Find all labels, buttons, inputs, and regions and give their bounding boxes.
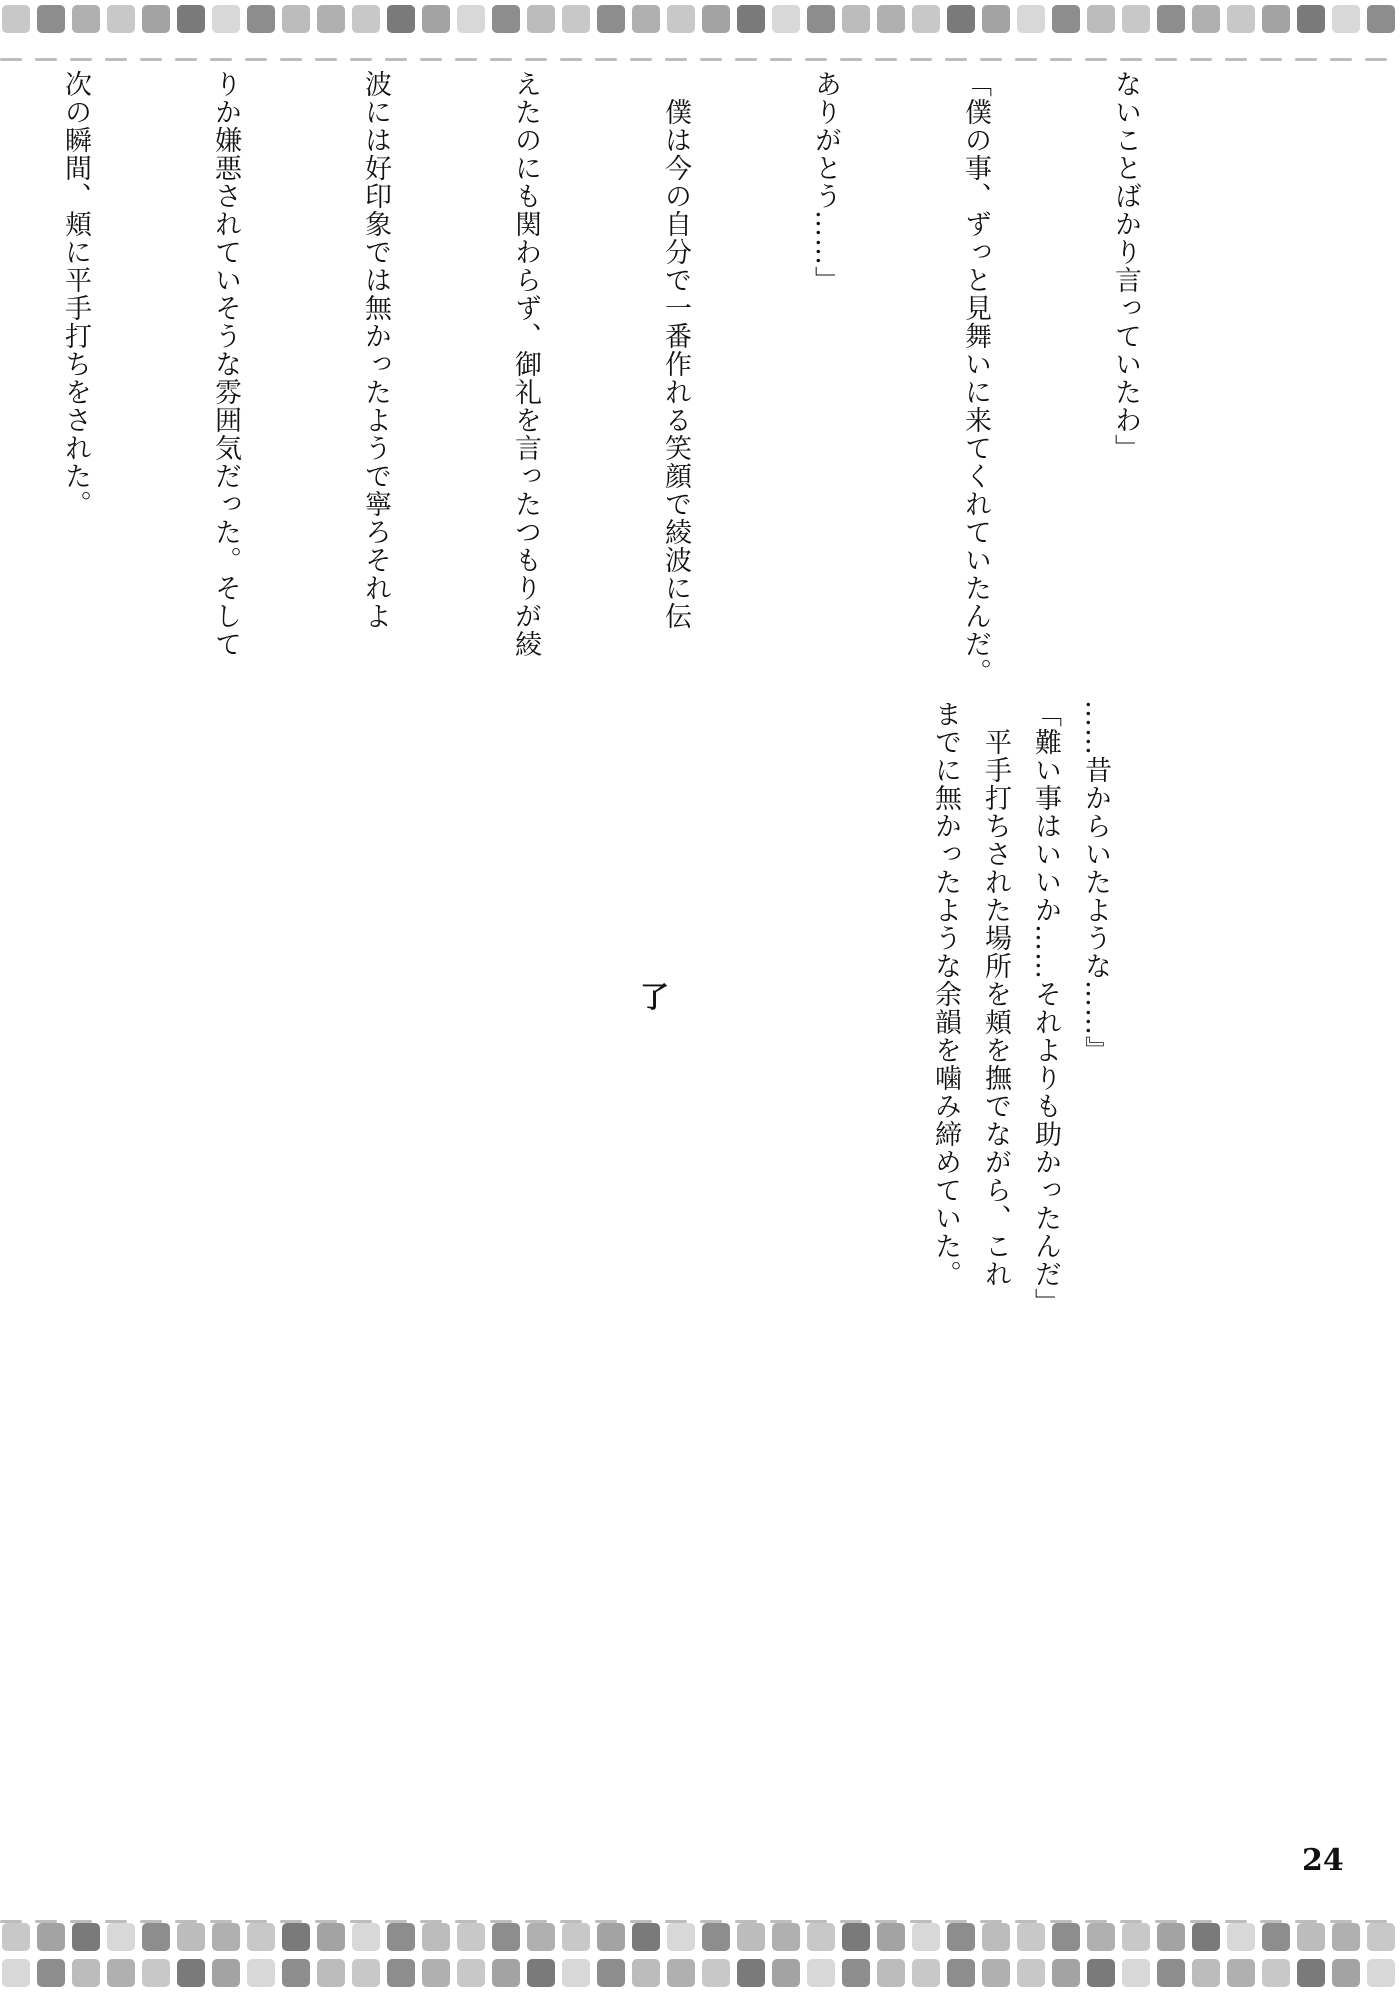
border-tile [1122,1959,1150,1987]
border-dash [700,1920,722,1923]
border-dash [1365,1920,1387,1923]
border-tile [807,1959,835,1987]
border-tile [597,1923,625,1951]
border-dash [455,58,477,61]
border-tile [947,5,975,33]
border-dash [560,1920,582,1923]
vertical-body-text-lower [920,700,1170,1316]
border-dash [1260,1920,1282,1923]
border-tile [632,5,660,33]
border-tile [912,5,940,33]
border-tile [177,5,205,33]
border-tile [1262,1959,1290,1987]
border-dash [1330,58,1352,61]
border-tile [212,1959,240,1987]
text-line: ないことばかり言っていたわ」 [1110,70,1141,462]
border-dash [175,58,197,61]
bottom-tile-border-2 [0,1956,1400,1990]
border-tile [1192,5,1220,33]
border-dash [910,1920,932,1923]
border-tile [212,5,240,33]
border-dash [210,58,232,61]
border-tile [877,1959,905,1987]
border-tile [387,1959,415,1987]
border-tile [387,1923,415,1951]
border-tile [352,1923,380,1951]
border-tile [457,1923,485,1951]
border-dash [735,1920,757,1923]
border-dash [420,58,442,61]
border-tile [422,1959,450,1987]
border-dash [1085,58,1107,61]
border-dash [1190,1920,1212,1923]
border-tile [317,1923,345,1951]
border-tile [72,5,100,33]
border-dash [1050,1920,1072,1923]
text-line: までに無かったような余韻を噛み締めていた。 [930,700,961,1288]
border-dash [770,58,792,61]
border-tile [387,5,415,33]
border-dash [175,1920,197,1923]
border-dash [35,1920,57,1923]
border-dash [665,58,687,61]
border-tile [317,1959,345,1987]
border-tile [632,1959,660,1987]
text-line: 僕は今の自分で一番作れる笑顔で綾波に伝 [660,70,691,630]
text-line: りか嫌悪されていそうな雰囲気だった。そして [210,70,241,658]
border-tile [1332,1959,1360,1987]
border-dash [420,1920,442,1923]
border-tile [1087,1959,1115,1987]
border-tile [772,1923,800,1951]
border-dash [490,58,512,61]
border-dash [1015,1920,1037,1923]
border-tile [947,1923,975,1951]
border-tile [317,5,345,33]
border-tile [2,5,30,33]
border-dash [1225,58,1247,61]
border-tile [737,1923,765,1951]
bottom-dash-line [0,1908,1400,1912]
border-tile [1157,1923,1185,1951]
border-tile [422,5,450,33]
border-dash [105,58,127,61]
border-tile [2,1923,30,1951]
border-tile [947,1959,975,1987]
border-dash [105,1920,127,1923]
border-tile [1122,1923,1150,1951]
border-dash [1085,1920,1107,1923]
border-tile [492,1923,520,1951]
border-dash [840,1920,862,1923]
border-tile [247,5,275,33]
border-tile [807,1923,835,1951]
border-tile [1087,5,1115,33]
border-dash [280,1920,302,1923]
border-dash [1155,58,1177,61]
border-tile [842,5,870,33]
ending-mark: 了 [640,980,670,1014]
text-line: ありがとう……」 [810,70,841,294]
border-tile [492,5,520,33]
border-dash [245,1920,267,1923]
border-tile [1052,1923,1080,1951]
border-dash [980,1920,1002,1923]
border-dash [490,1920,512,1923]
border-dash [70,58,92,61]
bottom-tile-border [0,1920,1400,1954]
border-tile [1332,5,1360,33]
border-tile [842,1959,870,1987]
border-dash [1365,58,1387,61]
border-tile [912,1923,940,1951]
border-tile [457,5,485,33]
border-tile [597,1959,625,1987]
border-dash [875,58,897,61]
border-tile [1367,1959,1395,1987]
border-tile [667,5,695,33]
border-tile [1332,1923,1360,1951]
border-tile [72,1923,100,1951]
border-tile [352,1959,380,1987]
border-tile [1297,5,1325,33]
border-dash [525,1920,547,1923]
border-dash [315,1920,337,1923]
border-tile [562,1959,590,1987]
border-dash [945,58,967,61]
border-dash [595,58,617,61]
border-tile [1087,1923,1115,1951]
border-tile [247,1923,275,1951]
border-tile [877,1923,905,1951]
border-dash [140,58,162,61]
border-tile [562,1923,590,1951]
border-tile [842,1923,870,1951]
border-tile [177,1923,205,1951]
border-tile [352,5,380,33]
border-dash [1190,58,1212,61]
border-dash [70,1920,92,1923]
border-tile [1017,1959,1045,1987]
border-dash [0,1920,22,1923]
border-dash [280,58,302,61]
vertical-body-text [0,70,1250,690]
border-dash [1260,58,1282,61]
border-tile [457,1959,485,1987]
border-tile [212,1923,240,1951]
border-dash [945,1920,967,1923]
border-tile [597,5,625,33]
border-dash [210,1920,232,1923]
border-tile [1157,5,1185,33]
border-tile [632,1923,660,1951]
border-dash [910,58,932,61]
border-dash [385,1920,407,1923]
border-tile [422,1923,450,1951]
border-tile [1262,1923,1290,1951]
border-tile [107,1959,135,1987]
border-tile [737,1959,765,1987]
border-tile [37,1923,65,1951]
border-tile [1122,5,1150,33]
border-tile [492,1959,520,1987]
border-tile [142,1959,170,1987]
border-dash [875,1920,897,1923]
border-dash [770,1920,792,1923]
border-tile [772,5,800,33]
border-tile [282,1923,310,1951]
border-tile [982,1959,1010,1987]
border-tile [1297,1959,1325,1987]
border-tile [1017,1923,1045,1951]
border-dash [1295,1920,1317,1923]
border-dash [805,1920,827,1923]
border-tile [1227,5,1255,33]
top-dash-line [0,46,1400,50]
border-dash [700,58,722,61]
border-dash [1050,58,1072,61]
border-dash [385,58,407,61]
border-dash [525,58,547,61]
border-tile [1367,5,1395,33]
border-tile [247,1959,275,1987]
border-tile [1192,1923,1220,1951]
border-tile [142,1923,170,1951]
border-tile [667,1923,695,1951]
border-tile [562,5,590,33]
border-tile [107,1923,135,1951]
border-tile [1227,1959,1255,1987]
border-dash [1295,58,1317,61]
text-line: 「僕の事、ずっと見舞いに来てくれていたんだ。 [960,70,991,686]
border-dash [1155,1920,1177,1923]
top-tile-border [0,2,1400,36]
border-dash [980,58,1002,61]
border-dash [1330,1920,1352,1923]
border-tile [527,1959,555,1987]
border-dash [0,58,22,61]
border-tile [702,1959,730,1987]
border-tile [2,1959,30,1987]
border-dash [630,58,652,61]
border-dash [315,58,337,61]
border-tile [37,5,65,33]
border-tile [1017,5,1045,33]
border-tile [1367,1923,1395,1951]
border-tile [527,1923,555,1951]
page-number: 24 [1302,1843,1344,1878]
border-dash [1120,1920,1142,1923]
text-line: えたのにも関わらず、御礼を言ったつもりが綾 [510,70,541,658]
border-dash [455,1920,477,1923]
border-tile [912,1959,940,1987]
text-line: 「難い事はいいか……それよりも助かったんだ」 [1030,700,1061,1316]
border-tile [1262,5,1290,33]
border-tile [807,5,835,33]
text-line: ……昔からいたような……』 [1080,700,1111,1064]
border-tile [877,5,905,33]
border-tile [1157,1959,1185,1987]
border-dash [140,1920,162,1923]
border-dash [245,58,267,61]
border-dash [560,58,582,61]
border-tile [772,1959,800,1987]
border-tile [1052,5,1080,33]
border-dash [35,58,57,61]
border-tile [737,5,765,33]
border-tile [37,1959,65,1987]
border-tile [982,5,1010,33]
border-dash [735,58,757,61]
border-dash [350,1920,372,1923]
border-dash [665,1920,687,1923]
border-dash [840,58,862,61]
border-dash [1225,1920,1247,1923]
border-tile [1192,1959,1220,1987]
border-dash [350,58,372,61]
border-tile [1052,1959,1080,1987]
text-line: 平手打ちされた場所を頬を撫でながら、これ [980,700,1011,1288]
border-tile [282,1959,310,1987]
text-line: 次の瞬間、頬に平手打ちをされた。 [60,70,91,518]
border-tile [702,1923,730,1951]
border-tile [142,5,170,33]
border-tile [1297,1923,1325,1951]
border-tile [107,5,135,33]
border-tile [72,1959,100,1987]
border-tile [527,5,555,33]
border-dash [1120,58,1142,61]
border-dash [630,1920,652,1923]
border-tile [667,1959,695,1987]
border-tile [702,5,730,33]
border-dash [1015,58,1037,61]
border-dash [805,58,827,61]
text-line: 波には好印象では無かったようで寧ろそれよ [360,70,391,630]
border-dash [595,1920,617,1923]
border-tile [1227,1923,1255,1951]
border-tile [282,5,310,33]
border-tile [177,1959,205,1987]
border-tile [982,1923,1010,1951]
